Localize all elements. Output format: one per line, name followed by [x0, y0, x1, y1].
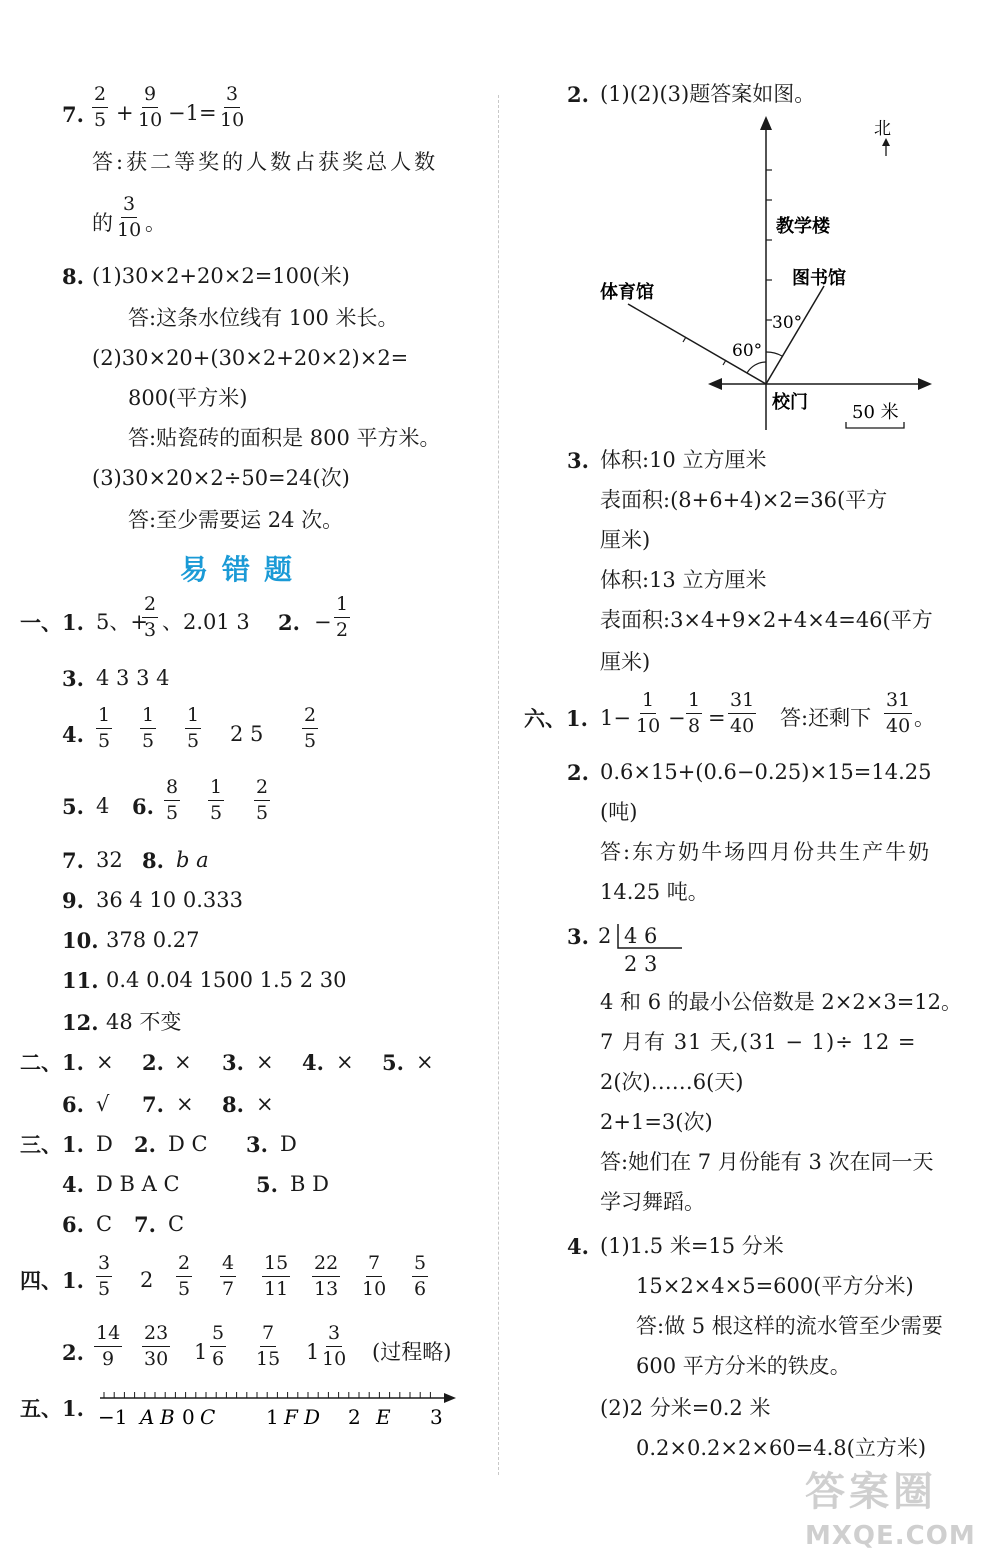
question-number: 3. [246, 1132, 268, 1157]
answer-line: 表面积:3×4+9×2+4×4=46(平方 [600, 608, 933, 632]
q2-text: (1)(2)(3)题答案如图。 [600, 82, 816, 106]
question-number: 2. [278, 610, 300, 635]
direction-map [596, 112, 936, 442]
answer-text: 2 5 [230, 722, 264, 746]
question-number: 4. [302, 1050, 324, 1075]
answer-text: D [96, 1132, 113, 1156]
fraction: 4 7 [222, 1252, 235, 1300]
answer-line: 体积:10 立方厘米 [600, 448, 767, 472]
question-number: 4. [62, 1172, 84, 1197]
answer-text: D [280, 1132, 297, 1156]
question-number: 6. [62, 1092, 84, 1117]
fraction: 22 13 [314, 1252, 339, 1300]
answer-line: 答:她们在 7 月份能有 3 次在同一天 [600, 1150, 934, 1174]
tick-label: F [284, 1405, 298, 1429]
short-division-bracket [612, 922, 692, 952]
angle-60-label: 60° [732, 341, 763, 361]
fraction: 3 10 [322, 1322, 347, 1370]
number-line-labels [98, 1405, 443, 1429]
angle-30-label: 30° [772, 313, 803, 333]
tick-label: D [304, 1405, 321, 1429]
fraction: 5 6 [212, 1322, 225, 1370]
question-number: 5. [62, 794, 84, 819]
map-arrow [760, 116, 772, 130]
answer-text: 4 [96, 794, 110, 818]
q7-minus: −1= [168, 101, 217, 125]
answer-line: 学习舞蹈。 [600, 1190, 705, 1214]
answer-line: 0.6×15+(0.6−0.25)×15=14.25 [600, 760, 932, 784]
answer-line: 600 平方分米的铁皮。 [636, 1354, 851, 1378]
question-number: 12. [62, 1010, 99, 1035]
answer-text: 4 3 3 4 [96, 666, 170, 690]
answer-line: (1)1.5 米=15 分米 [600, 1234, 784, 1258]
tick-label: A [140, 1405, 155, 1429]
north-label: 北 [874, 119, 891, 139]
q8-line: 答:这条水位线有 100 米长。 [128, 306, 399, 330]
question-number: 3. [567, 448, 589, 473]
answer-text: 0.4 0.04 1500 1.5 2 30 [106, 968, 347, 992]
answer-line: (2)2 分米=0.2 米 [600, 1396, 771, 1420]
map-tick [683, 337, 686, 342]
tick-label: 2 [348, 1405, 361, 1429]
question-number: 2. [567, 760, 589, 785]
answer-line: 答:做 5 根这样的流水管至少需要 [636, 1314, 943, 1338]
section-6-label: 六、1. [524, 706, 588, 731]
angle-arc-30 [766, 352, 782, 356]
fraction: 1 5 [142, 704, 155, 752]
number-line-arrow [444, 1393, 456, 1403]
answer-text: 1− [600, 706, 631, 730]
fraction: 31 40 [886, 689, 911, 737]
answer-text: b a [176, 848, 209, 872]
question-number: 3. [567, 924, 589, 949]
answer-text: 36 4 10 0.333 [96, 888, 243, 912]
question-number: 11. [62, 968, 99, 993]
q8-line: (2)30×20+(30×2+20×2)×2= [92, 346, 409, 370]
watermark-logo [805, 1460, 976, 1551]
question-number: 5. [256, 1172, 278, 1197]
tick-label: B [160, 1405, 175, 1429]
watermark-text: 答案圈 [805, 1469, 937, 1515]
question-number: 6. [132, 794, 154, 819]
answer-text: × [174, 1050, 192, 1074]
tick-label: −1 [98, 1405, 128, 1429]
answer-text: 1 [306, 1340, 320, 1364]
question-number: 9. [62, 888, 84, 913]
answer-text: × [416, 1050, 434, 1074]
q8-line: (1)30×2+20×2=100(米) [92, 264, 350, 288]
section-title: 易错题 [180, 553, 307, 586]
answer-text: D B A C [96, 1172, 180, 1196]
fraction: 2 5 [178, 1252, 191, 1300]
answer-line: 4 和 6 的最小公倍数是 2×2×3=12。 [600, 990, 963, 1014]
fraction: 5 6 [414, 1252, 427, 1300]
answer-line: 厘米) [600, 650, 651, 674]
answer-line: 0.2×0.2×2×60=4.8(立方米) [636, 1436, 927, 1460]
question-number: 8. [222, 1092, 244, 1117]
angle-arc-60 [747, 362, 766, 373]
answer-text: × [176, 1092, 194, 1116]
fraction: 1 5 [187, 704, 200, 752]
answer-text: 。 [914, 706, 935, 730]
answer-text: − [314, 610, 332, 634]
fraction: 2 3 [144, 593, 157, 641]
north-arrow-icon [882, 138, 890, 146]
column-divider [498, 95, 499, 1475]
question-number: 5. [382, 1050, 404, 1075]
question-number: 7. [142, 1092, 164, 1117]
answer-text: × [336, 1050, 354, 1074]
tick-label: C [200, 1405, 216, 1429]
fraction: 3 5 [98, 1252, 111, 1300]
tick-label: 3 [430, 1405, 443, 1429]
q8-line: 答:至少需要运 24 次。 [128, 508, 344, 532]
answer-text: C [96, 1212, 113, 1236]
q7-number: 7. [62, 102, 84, 127]
fraction: 1 5 [98, 704, 111, 752]
tick-label: 0 [182, 1405, 195, 1429]
short-division-divisor: 2 [598, 924, 612, 948]
answer-line: 2+1=3(次) [600, 1110, 713, 1134]
answer-line: 7 月有 31 天,(31 − 1)÷ 12 = [600, 1030, 917, 1054]
fraction: 2 5 [304, 704, 317, 752]
short-division-quotient: 2 3 [624, 952, 658, 976]
question-number: 8. [142, 848, 164, 873]
q2-number: 2. [567, 82, 589, 107]
answer-text: C [168, 1212, 185, 1236]
answer-text: × [96, 1050, 114, 1074]
number-line [90, 1380, 470, 1440]
answer-text: 5、+ [96, 610, 148, 634]
answer-text: × [256, 1050, 274, 1074]
label-library: 图书馆 [792, 268, 846, 289]
label-gym: 体育馆 [600, 282, 654, 303]
section-1-label: 一、1. [20, 610, 84, 635]
answer-text: D C [168, 1132, 208, 1156]
map-arrow [918, 378, 932, 390]
answer-text: 、2.01 3 [162, 610, 250, 634]
label-teaching-building: 教学楼 [776, 216, 830, 237]
section-2-label: 二、1. [20, 1050, 84, 1075]
watermark-url: MXQE.COM [805, 1521, 976, 1551]
section-3-label: 三、1. [20, 1132, 84, 1157]
label-school-gate: 校门 [772, 392, 808, 413]
answer-note: (过程略) [372, 1340, 452, 1364]
short-division-dividend: 4 6 [624, 924, 658, 948]
map-library-line [766, 286, 824, 384]
fraction: 2 5 [256, 776, 269, 824]
answer-text: 1 [194, 1340, 208, 1364]
question-number: 7. [134, 1212, 156, 1237]
q8-line: 答:贴瓷砖的面积是 800 平方米。 [128, 426, 441, 450]
fraction: 31 40 [730, 689, 755, 737]
tick-label: E [376, 1405, 391, 1429]
fraction: 1 2 [336, 593, 349, 641]
number-line-ticks [104, 1392, 430, 1398]
answer-text: 2 [140, 1268, 154, 1292]
answer-line: 表面积:(8+6+4)×2=36(平方 [600, 488, 888, 512]
answer-line: 2(次)……6(天) [600, 1070, 744, 1094]
fraction: 1 10 [636, 689, 661, 737]
answer-line: (吨) [600, 800, 638, 824]
answer-line: 14.25 吨。 [600, 880, 709, 904]
fraction: 1 8 [688, 689, 701, 737]
fraction: 7 10 [362, 1252, 387, 1300]
fraction: 14 9 [96, 1322, 121, 1370]
answer-text: 378 0.27 [106, 928, 200, 952]
fraction: 9 10 [138, 83, 163, 131]
answer-line: 厘米) [600, 528, 651, 552]
question-number: 4. [62, 722, 84, 747]
answer-text: = [708, 706, 726, 730]
answer-text: √ [96, 1092, 110, 1116]
fraction: 2 5 [94, 83, 107, 131]
question-number: 4. [567, 1234, 589, 1259]
fraction: 23 30 [144, 1322, 169, 1370]
answer-line: 答:东方奶牛场四月份共生产牛奶 [600, 840, 932, 864]
question-number: 6. [62, 1212, 84, 1237]
answer-text: − [668, 706, 686, 730]
q7-answer-line: 答:获二等奖的人数占获奖总人数 [92, 150, 439, 174]
question-number: 2. [142, 1050, 164, 1075]
q7-answer-de: 的 [92, 211, 113, 235]
q8-number: 8. [62, 264, 84, 289]
answer-line: 体积:13 立方厘米 [600, 568, 767, 592]
q7-answer-end: 。 [145, 211, 166, 235]
answer-text: 32 [96, 848, 123, 872]
fraction: 1 5 [210, 776, 223, 824]
question-number: 2. [62, 1340, 84, 1365]
map-arrow [708, 378, 722, 390]
q8-line: 800(平方米) [128, 386, 248, 410]
answer-line: 15×2×4×5=600(平方分米) [636, 1274, 914, 1298]
fraction: 7 15 [256, 1322, 281, 1370]
fraction: 15 11 [264, 1252, 289, 1300]
q8-line: (3)30×20×2÷50=24(次) [92, 466, 350, 490]
q7-plus: + [116, 101, 134, 125]
section-5-label: 五、1. [20, 1396, 84, 1421]
tick-label: 1 [266, 1405, 279, 1429]
section-4-label: 四、1. [20, 1268, 84, 1293]
answer-text: B D [290, 1172, 329, 1196]
question-number: 10. [62, 928, 99, 953]
answer-text: × [256, 1092, 274, 1116]
question-number: 3. [62, 666, 84, 691]
question-number: 3. [222, 1050, 244, 1075]
question-number: 2. [134, 1132, 156, 1157]
answer-text: 答:还剩下 [780, 706, 872, 730]
fraction: 8 5 [166, 776, 179, 824]
fraction: 3 10 [220, 83, 245, 131]
scale-label: 50 米 [852, 402, 899, 423]
answer-text: 48 不变 [106, 1010, 182, 1034]
question-number: 7. [62, 848, 84, 873]
fraction: 3 10 [117, 193, 142, 241]
